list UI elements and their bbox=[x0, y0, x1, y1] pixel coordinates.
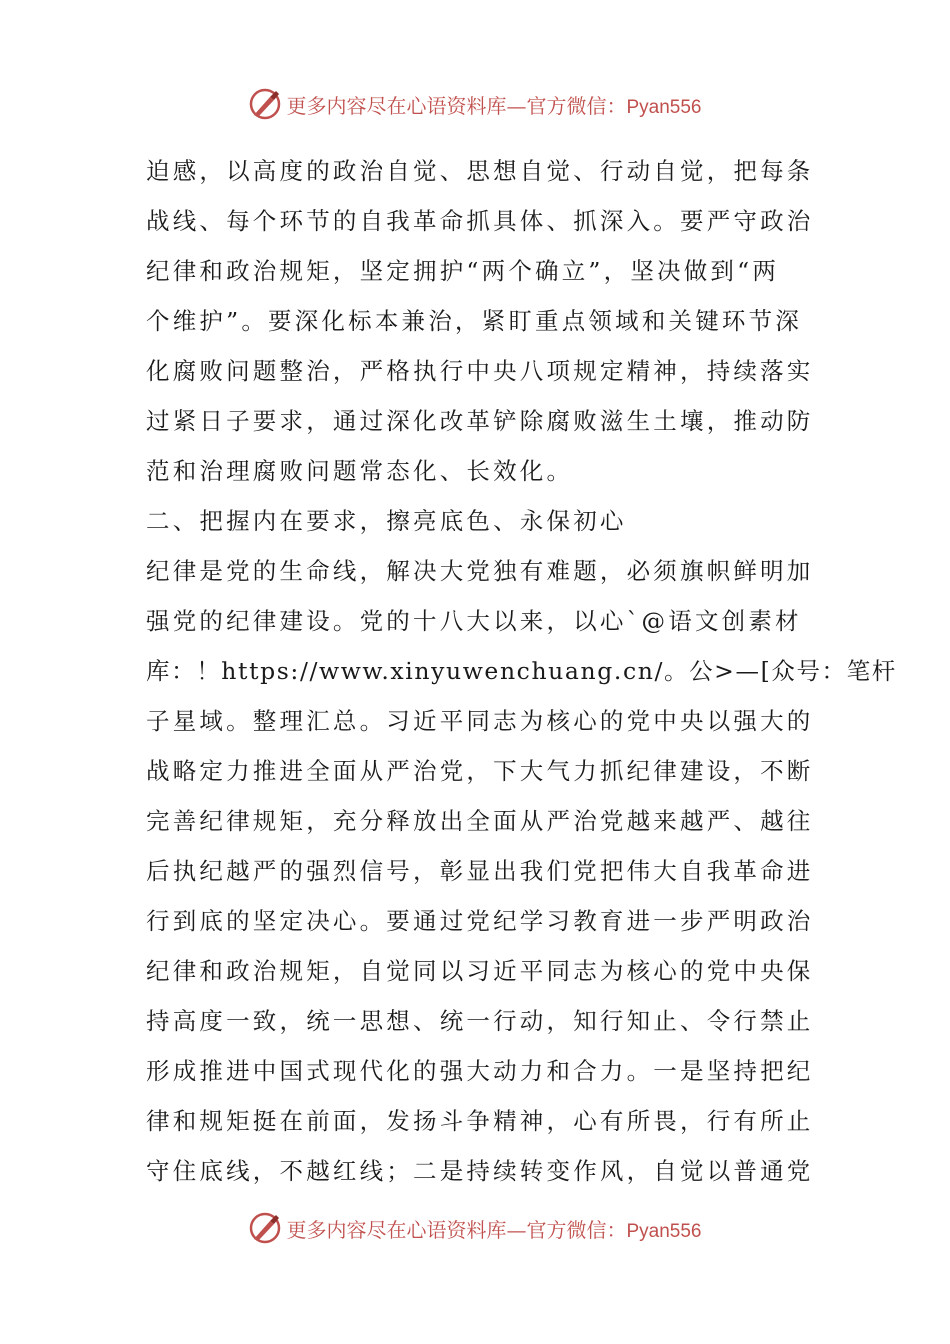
text-line: 战略定力推进全面从严治党，下大气力抓纪律建设，不断 bbox=[146, 757, 814, 785]
header-watermark-banner bbox=[0, 84, 950, 124]
footer-watermark-banner bbox=[0, 1208, 950, 1248]
text-line: 迫感，以高度的政治自觉、思想自觉、行动自觉，把每条 bbox=[146, 157, 814, 185]
text-line: 纪律和政治规矩，自觉同以习近平同志为核心的党中央保 bbox=[146, 957, 814, 985]
text-line: 后执纪越严的强烈信号，彰显出我们党把伟大自我革命进 bbox=[146, 857, 814, 885]
text-line: 范和治理腐败问题常态化、长效化。 bbox=[146, 457, 574, 485]
pen-logo-icon bbox=[248, 1211, 282, 1245]
document-body bbox=[146, 146, 897, 1196]
text-line: 形成推进中国式现代化的强大动力和合力。一是坚持把纪 bbox=[146, 1057, 814, 1085]
text-line: 律和规矩挺在前面，发扬斗争精神，心有所畏，行有所止 bbox=[146, 1107, 814, 1135]
text-line: 过紧日子要求，通过深化改革铲除腐败滋生土壤，推动防 bbox=[146, 407, 814, 435]
section-heading: 二、把握内在要求，擦亮底色、永保初心 bbox=[146, 507, 627, 535]
pen-logo-icon bbox=[248, 87, 282, 121]
text-line: 化腐败问题整治，严格执行中央八项规定精神，持续落实 bbox=[146, 357, 814, 385]
text-line: 个维护”。要深化标本兼治，紧盯重点领域和关键环节深 bbox=[146, 307, 803, 335]
text-line: 库：！https://www.xinyuwenchuang.cn/。公>—[众号：笔杆 bbox=[146, 657, 897, 685]
text-line: 纪律和政治规矩，坚定拥护“两个确立”，坚决做到“两 bbox=[146, 257, 780, 285]
text-line: 战线、每个环节的自我革命抓具体、抓深入。要严守政治 bbox=[146, 207, 814, 235]
text-line: 纪律是党的生命线，解决大党独有难题，必须旗帜鲜明加 bbox=[146, 557, 814, 585]
text-line: 守住底线，不越红线；二是持续转变作风，自觉以普通党 bbox=[146, 1157, 814, 1185]
banner-text: 更多内容尽在心语资料库—官方微信：Pyan556 bbox=[286, 1217, 702, 1242]
text-line: 行到底的坚定决心。要通过党纪学习教育进一步严明政治 bbox=[146, 907, 814, 935]
text-line: 强党的纪律建设。党的十八大以来，以心`@语文创素材 bbox=[146, 607, 802, 635]
text-line: 持高度一致，统一思想、统一行动，知行知止、令行禁止 bbox=[146, 1007, 814, 1035]
text-line: 完善纪律规矩，充分释放出全面从严治党越来越严、越往 bbox=[146, 807, 814, 835]
banner-text: 更多内容尽在心语资料库—官方微信：Pyan556 bbox=[286, 93, 702, 118]
text-line: 子星域。整理汇总。习近平同志为核心的党中央以强大的 bbox=[146, 707, 814, 735]
